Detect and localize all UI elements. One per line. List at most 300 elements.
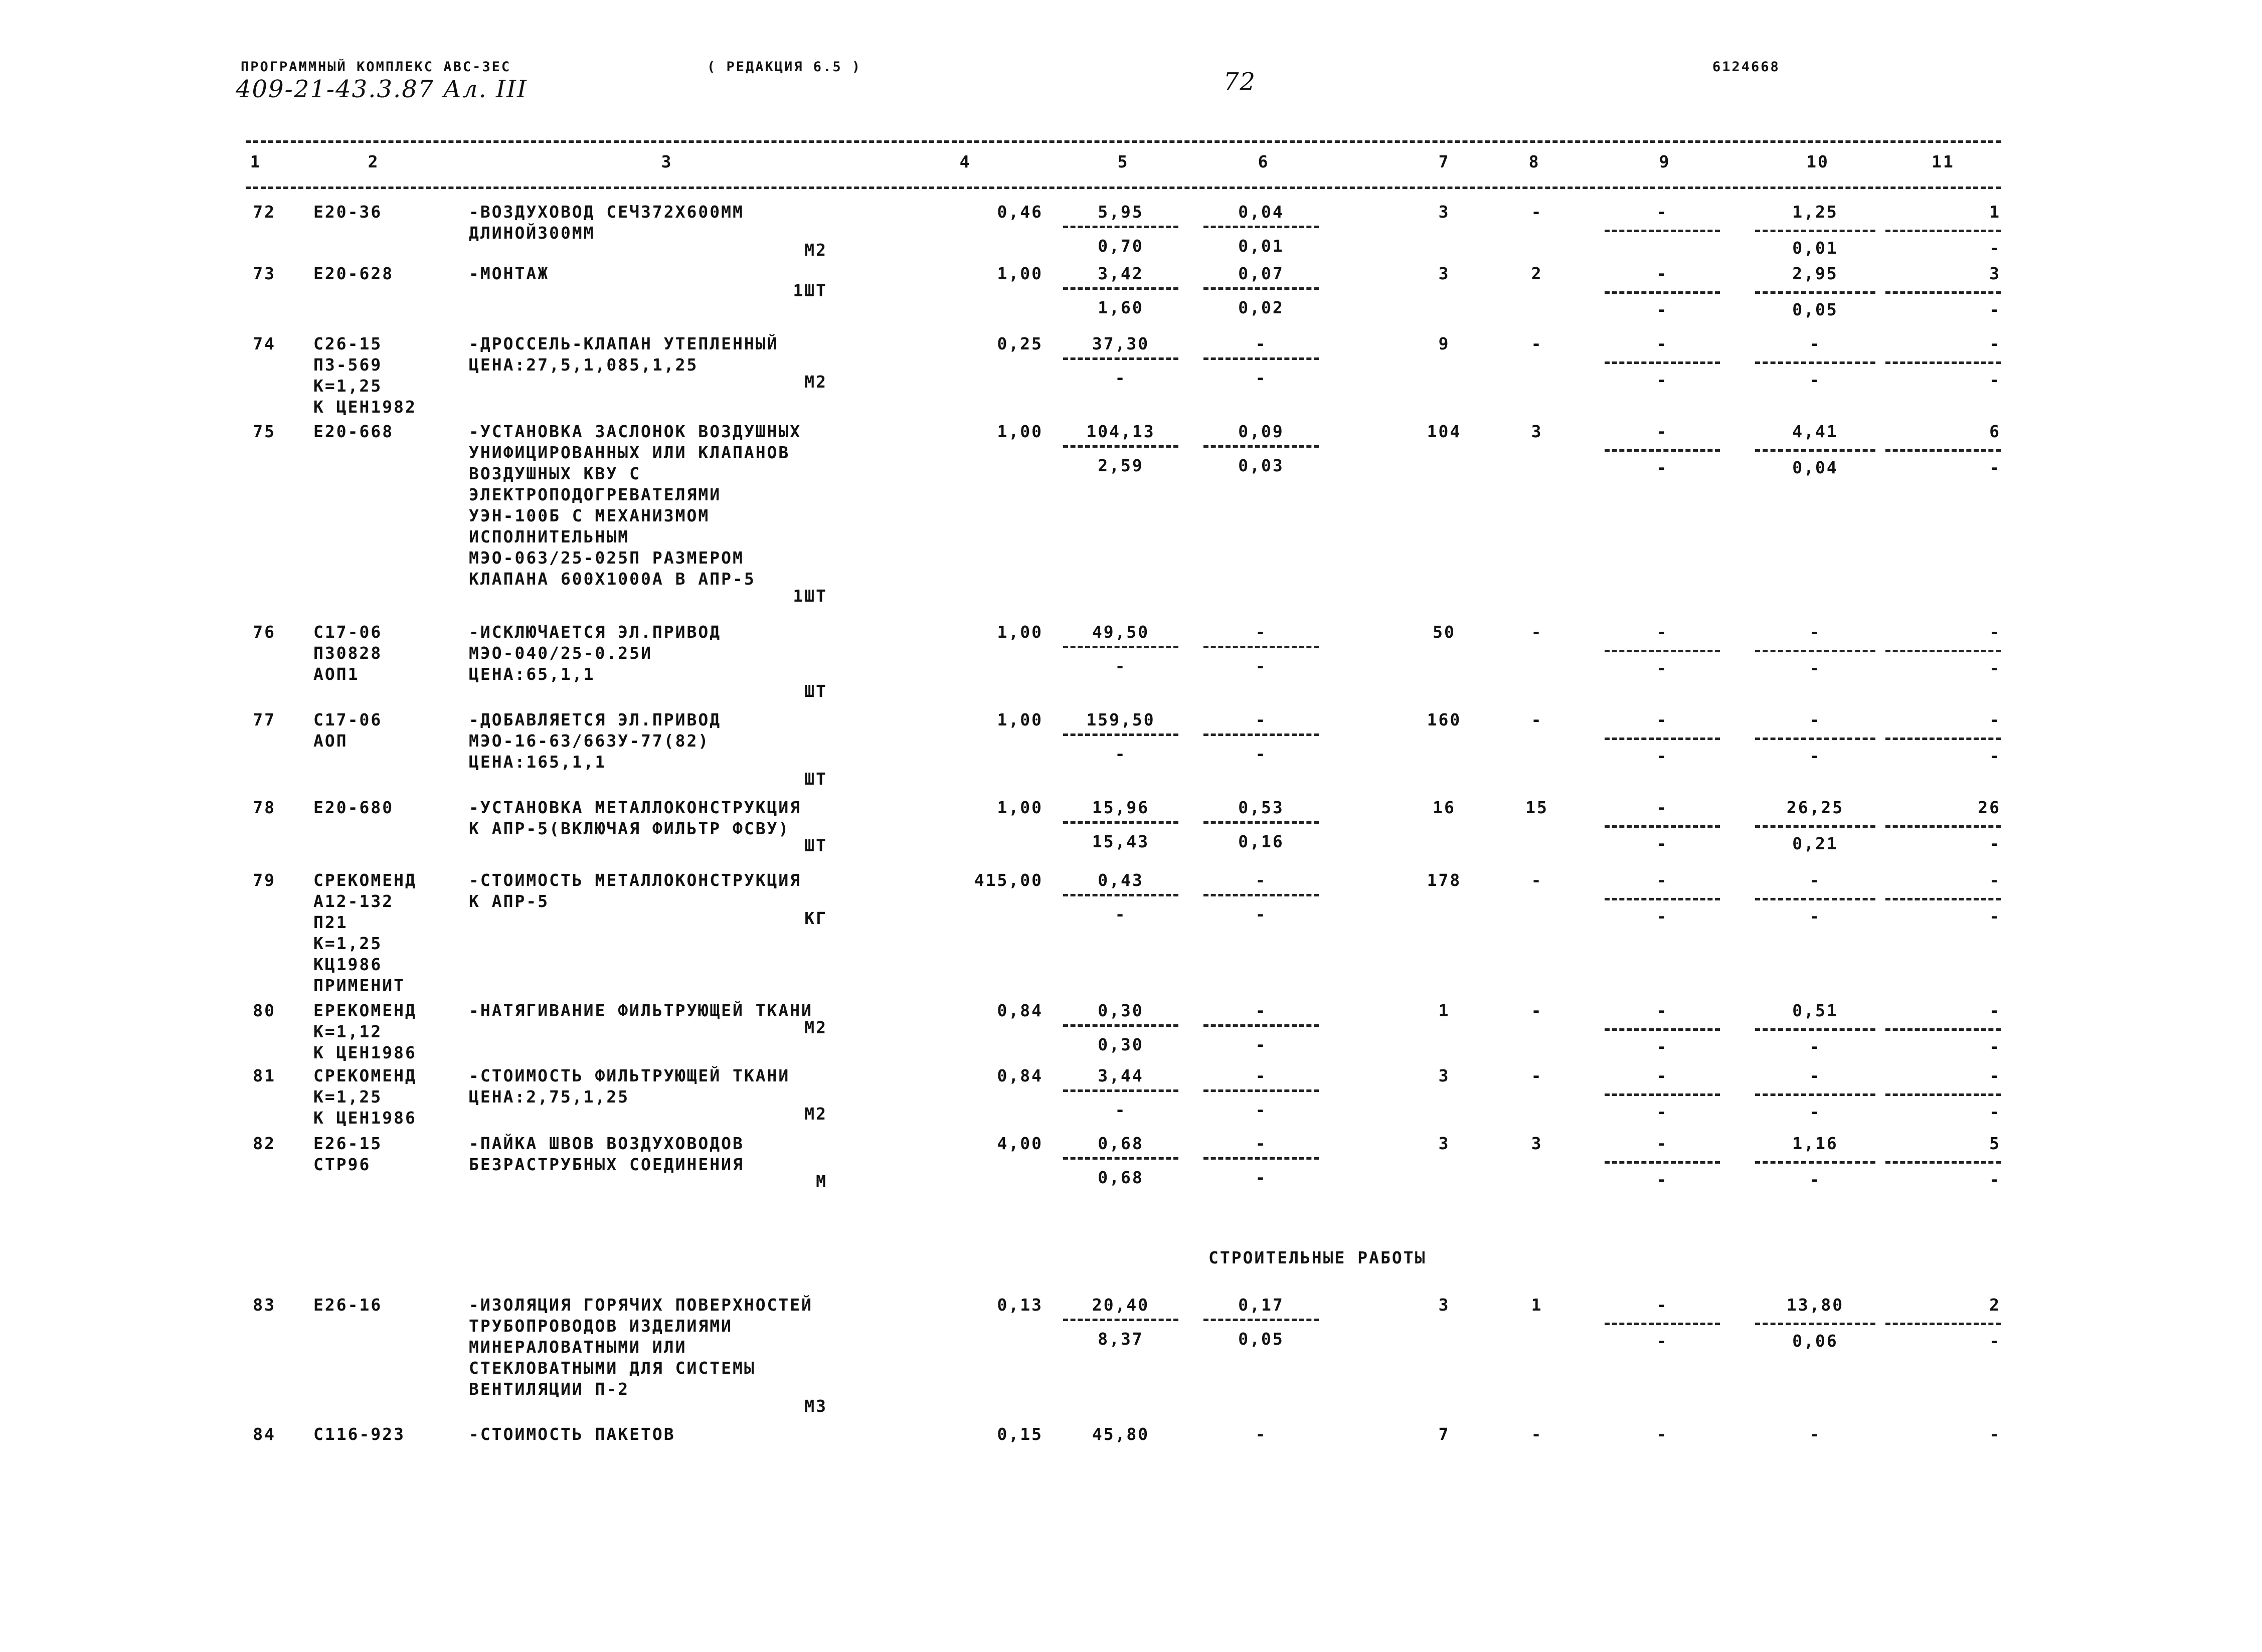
cell-col11-lower: - <box>1989 1037 2001 1056</box>
row-unit: ШТ <box>804 769 827 789</box>
cell-col9: - <box>1656 334 1668 353</box>
cell-col10-lower: 0,04 <box>1792 458 1838 477</box>
row-quantity: 0,84 <box>997 1001 1043 1020</box>
cell-col9-lower: - <box>1656 1102 1668 1122</box>
cell-divider <box>1203 646 1319 648</box>
row-unit: М2 <box>804 1018 827 1037</box>
cell-col11: 26 <box>1978 798 2001 817</box>
cell-divider <box>1885 361 2001 364</box>
cell-col7: 178 <box>1427 870 1462 890</box>
cell-divider <box>1885 650 2001 652</box>
cell-divider <box>1203 1089 1319 1092</box>
row-number: 83 <box>253 1295 276 1315</box>
cell-divider <box>1203 1024 1319 1027</box>
cell-col11: 3 <box>1989 264 2001 283</box>
cell-col7: 3 <box>1438 1134 1450 1153</box>
cell-col5-lower: 2,59 <box>1098 456 1144 475</box>
cell-col7: 50 <box>1433 622 1456 642</box>
cell-col10: 1,16 <box>1792 1134 1838 1153</box>
cell-col8: 3 <box>1531 422 1543 441</box>
cell-divider <box>1203 733 1319 736</box>
row-quantity: 0,15 <box>997 1424 1043 1444</box>
cell-divider <box>1755 650 1875 652</box>
cell-col10: 26,25 <box>1786 798 1844 817</box>
row-description: -СТОИМОСТЬ МЕТАЛЛОКОНСТРУКЦИЯ <box>469 870 802 890</box>
cell-divider <box>1063 733 1178 736</box>
cell-col10-lower: 0,05 <box>1792 300 1838 319</box>
cell-divider <box>1885 825 2001 828</box>
cell-col10-lower: - <box>1809 746 1821 766</box>
cell-col11: - <box>1989 334 2001 353</box>
cell-divider <box>1885 1028 2001 1031</box>
cell-col6-lower: - <box>1255 656 1267 676</box>
cell-col6-lower: - <box>1255 904 1267 924</box>
cell-col5-lower: 0,70 <box>1098 236 1144 256</box>
row-unit: КГ <box>804 908 827 928</box>
cell-col8: - <box>1531 1001 1543 1020</box>
cell-divider <box>1755 1093 1875 1096</box>
row-code: Е26-15 <box>313 1134 383 1153</box>
cell-col8: - <box>1531 1424 1543 1444</box>
cell-divider <box>1885 1323 2001 1325</box>
row-code: СРЕКОМЕНД <box>313 870 417 890</box>
cell-col10-lower: - <box>1809 906 1821 926</box>
row-quantity: 0,25 <box>997 334 1043 353</box>
cell-col6: 0,17 <box>1238 1295 1284 1315</box>
cell-col10-lower: 0,01 <box>1792 238 1838 258</box>
row-description: ДЛИНОЙ300ММ <box>469 223 595 243</box>
cell-col6: 0,09 <box>1238 422 1284 441</box>
cell-col11: - <box>1989 622 2001 642</box>
row-quantity: 0,46 <box>997 202 1043 222</box>
cell-col6-lower: 0,01 <box>1238 236 1284 256</box>
row-code: Е20-36 <box>313 202 383 222</box>
cell-col9-lower: - <box>1656 1170 1668 1189</box>
cell-col10-lower: - <box>1809 1037 1821 1056</box>
cell-divider <box>1063 1157 1178 1160</box>
row-unit: М <box>816 1172 827 1191</box>
handwritten-code: 409-21-43.3.87 Ал. III <box>236 75 528 103</box>
cell-col6: - <box>1255 870 1267 890</box>
row-unit: М3 <box>804 1396 827 1416</box>
cell-col5-lower: 0,30 <box>1098 1035 1144 1054</box>
row-description: БЕЗРАСТРУБНЫХ СОЕДИНЕНИЯ <box>469 1155 744 1174</box>
row-code: Е20-680 <box>313 798 394 817</box>
cell-col5: 159,50 <box>1086 710 1155 729</box>
cell-col9: - <box>1656 710 1668 729</box>
cell-col6-lower: - <box>1255 1035 1267 1054</box>
cell-col11-lower: - <box>1989 906 2001 926</box>
column-number-2: 2 <box>368 152 380 171</box>
row-number: 72 <box>253 202 276 222</box>
cell-divider <box>1885 738 2001 740</box>
cell-divider <box>1755 898 1875 900</box>
row-unit: М2 <box>804 372 827 392</box>
row-code: К ЦЕН1982 <box>313 397 417 417</box>
cell-col5-lower: - <box>1115 1100 1127 1120</box>
row-description: ИСПОЛНИТЕЛЬНЫМ <box>469 527 630 546</box>
row-description: СТЕКЛОВАТНЫМИ ДЛЯ СИСТЕМЫ <box>469 1358 756 1378</box>
row-quantity: 1,00 <box>997 264 1043 283</box>
row-description: -ИСКЛЮЧАЕТСЯ ЭЛ.ПРИВОД <box>469 622 722 642</box>
row-description: ЦЕНА:65,1,1 <box>469 664 595 684</box>
cell-col6-lower: 0,02 <box>1238 298 1284 317</box>
cell-divider <box>1605 1028 1720 1031</box>
row-code: С17-06 <box>313 710 383 729</box>
cell-col11-lower: - <box>1989 1331 2001 1351</box>
header-rule-bottom <box>246 187 2001 189</box>
row-number: 79 <box>253 870 276 890</box>
cell-col5-lower: 1,60 <box>1098 298 1144 317</box>
cell-col11-lower: - <box>1989 300 2001 319</box>
cell-col10: 1,25 <box>1792 202 1838 222</box>
row-number: 75 <box>253 422 276 441</box>
row-quantity: 0,84 <box>997 1066 1043 1085</box>
cell-divider <box>1203 1157 1319 1160</box>
row-description: ЦЕНА:27,5,1,085,1,25 <box>469 355 699 375</box>
cell-divider <box>1605 1161 1720 1164</box>
edition-label: ( РЕДАКЦИЯ 6.5 ) <box>707 59 862 75</box>
row-number: 80 <box>253 1001 276 1020</box>
cell-col6: - <box>1255 710 1267 729</box>
row-description: -УСТАНОВКА ЗАСЛОНОК ВОЗДУШНЫХ <box>469 422 802 441</box>
cell-col6: - <box>1255 622 1267 642</box>
cell-col9: - <box>1656 422 1668 441</box>
cell-col8: 1 <box>1531 1295 1543 1315</box>
cell-col7: 9 <box>1438 334 1450 353</box>
cell-col10: - <box>1809 1066 1821 1085</box>
cell-divider <box>1885 1161 2001 1164</box>
cell-col5: 0,30 <box>1098 1001 1144 1020</box>
row-code: ПРИМЕНИТ <box>313 976 405 995</box>
cell-divider <box>1755 361 1875 364</box>
row-description: -ВОЗДУХОВОД СЕЧ372Х600ММ <box>469 202 744 222</box>
row-unit: ШТ <box>804 681 827 701</box>
cell-divider <box>1605 898 1720 900</box>
cell-col5: 49,50 <box>1092 622 1150 642</box>
cell-col6: 0,53 <box>1238 798 1284 817</box>
cell-col8: 2 <box>1531 264 1543 283</box>
row-code: С116-923 <box>313 1424 405 1444</box>
cell-col9-lower: - <box>1656 834 1668 853</box>
cell-divider <box>1605 825 1720 828</box>
cell-col8: - <box>1531 622 1543 642</box>
row-number: 81 <box>253 1066 276 1085</box>
column-number-8: 8 <box>1528 152 1540 171</box>
cell-divider <box>1605 738 1720 740</box>
cell-col11-lower: - <box>1989 834 2001 853</box>
cell-col8: 3 <box>1531 1134 1543 1153</box>
cell-divider <box>1885 291 2001 294</box>
cell-col10-lower: - <box>1809 1170 1821 1189</box>
row-description: КЛАПАНА 600Х1000А В АПР-5 <box>469 569 756 589</box>
row-quantity: 1,00 <box>997 622 1043 642</box>
cell-col9-lower: - <box>1656 458 1668 477</box>
cell-divider <box>1063 1089 1178 1092</box>
cell-divider <box>1885 449 2001 452</box>
cell-col11: - <box>1989 1001 2001 1020</box>
row-description: УЭН-100Б С МЕХАНИЗМОМ <box>469 506 710 525</box>
cell-col6-lower: - <box>1255 744 1267 764</box>
cell-col10: - <box>1809 334 1821 353</box>
row-number: 76 <box>253 622 276 642</box>
row-description: -ПАЙКА ШВОВ ВОЗДУХОВОДОВ <box>469 1134 744 1153</box>
row-code: С26-15 <box>313 334 383 353</box>
cell-col10: 4,41 <box>1792 422 1838 441</box>
cell-col9-lower: - <box>1656 658 1668 678</box>
cell-col9: - <box>1656 202 1668 222</box>
cell-col6: - <box>1255 334 1267 353</box>
cell-col6-lower: 0,16 <box>1238 832 1284 851</box>
cell-divider <box>1605 1323 1720 1325</box>
row-description: МЭО-040/25-0.25И <box>469 643 652 663</box>
cell-col11: - <box>1989 1066 2001 1085</box>
cell-col5: 45,80 <box>1092 1424 1150 1444</box>
row-code: К=1,25 <box>313 1087 383 1107</box>
row-description: ЭЛЕКТРОПОДОГРЕВАТЕЛЯМИ <box>469 485 722 504</box>
cell-col5: 20,40 <box>1092 1295 1150 1315</box>
column-number-11: 11 <box>1932 152 1955 171</box>
row-quantity: 1,00 <box>997 798 1043 817</box>
cell-col7: 16 <box>1433 798 1456 817</box>
cell-col10: - <box>1809 1424 1821 1444</box>
cell-col5: 0,43 <box>1098 870 1144 890</box>
cell-divider <box>1755 449 1875 452</box>
cell-col7: 3 <box>1438 1066 1450 1085</box>
cell-divider <box>1063 287 1178 290</box>
cell-col11-lower: - <box>1989 458 2001 477</box>
row-unit: М2 <box>804 240 827 260</box>
row-description: К АПР-5 <box>469 891 550 911</box>
cell-col9-lower: - <box>1656 1331 1668 1351</box>
cell-col11-lower: - <box>1989 658 2001 678</box>
cell-col5-lower: - <box>1115 744 1127 764</box>
cell-col6: 0,07 <box>1238 264 1284 283</box>
cell-divider <box>1063 1319 1178 1321</box>
cell-divider <box>1755 825 1875 828</box>
cell-col8: - <box>1531 334 1543 353</box>
cell-col6-lower: 0,03 <box>1238 456 1284 475</box>
cell-col11-lower: - <box>1989 1170 2001 1189</box>
cell-divider <box>1063 226 1178 228</box>
cell-col10: 0,51 <box>1792 1001 1838 1020</box>
row-code: К=1,25 <box>313 934 383 953</box>
cell-col6: - <box>1255 1424 1267 1444</box>
cell-col5: 37,30 <box>1092 334 1150 353</box>
cell-col5: 3,42 <box>1098 264 1144 283</box>
cell-col7: 7 <box>1438 1424 1450 1444</box>
cell-divider <box>1755 230 1875 232</box>
cell-col9-lower: - <box>1656 1037 1668 1056</box>
cell-col5-lower: - <box>1115 904 1127 924</box>
section-title: СТРОИТЕЛЬНЫЕ РАБОТЫ <box>1208 1248 1427 1267</box>
cell-col8: - <box>1531 202 1543 222</box>
cell-col9: - <box>1656 1001 1668 1020</box>
row-code: П21 <box>313 912 348 932</box>
row-code: С17-06 <box>313 622 383 642</box>
row-number: 78 <box>253 798 276 817</box>
cell-col7: 104 <box>1427 422 1462 441</box>
row-description: ВОЗДУШНЫХ КВУ С <box>469 464 641 483</box>
cell-col10-lower: 0,06 <box>1792 1331 1838 1351</box>
row-number: 84 <box>253 1424 276 1444</box>
cell-col6-lower: - <box>1255 1100 1267 1120</box>
cell-divider <box>1203 1319 1319 1321</box>
cell-col5: 3,44 <box>1098 1066 1144 1085</box>
row-description: -СТОИМОСТЬ ФИЛЬТРУЮЩЕЙ ТКАНИ <box>469 1066 790 1085</box>
cell-col7: 160 <box>1427 710 1462 729</box>
cell-divider <box>1755 738 1875 740</box>
row-code: АОП <box>313 731 348 751</box>
row-description: -НАТЯГИВАНИЕ ФИЛЬТРУЮЩЕЙ ТКАНИ <box>469 1001 813 1020</box>
cell-col11-lower: - <box>1989 238 2001 258</box>
cell-col11: - <box>1989 710 2001 729</box>
cell-divider <box>1063 646 1178 648</box>
cell-divider <box>1755 1028 1875 1031</box>
cell-col10: - <box>1809 870 1821 890</box>
row-code: ПЗ-569 <box>313 355 383 375</box>
cell-col5-lower: - <box>1115 656 1127 676</box>
cell-divider <box>1885 898 2001 900</box>
row-description: ЦЕНА:165,1,1 <box>469 752 607 772</box>
cell-divider <box>1605 230 1720 232</box>
cell-divider <box>1755 1323 1875 1325</box>
row-unit: М2 <box>804 1104 827 1124</box>
cell-col5: 0,68 <box>1098 1134 1144 1153</box>
row-number: 73 <box>253 264 276 283</box>
cell-col5-lower: 15,43 <box>1092 832 1150 851</box>
cell-col7: 3 <box>1438 202 1450 222</box>
cell-col10-lower: 0,21 <box>1792 834 1838 853</box>
row-number: 82 <box>253 1134 276 1153</box>
cell-col6: 0,04 <box>1238 202 1284 222</box>
cell-divider <box>1605 650 1720 652</box>
cell-col11: - <box>1989 1424 2001 1444</box>
row-description: ТРУБОПРОВОДОВ ИЗДЕЛИЯМИ <box>469 1316 733 1336</box>
row-code: ЕРЕКОМЕНД <box>313 1001 417 1020</box>
row-code: АОП1 <box>313 664 360 684</box>
cell-divider <box>1203 357 1319 360</box>
cell-col9: - <box>1656 1066 1668 1085</box>
cell-col6-lower: 0,05 <box>1238 1329 1284 1349</box>
cell-col10: - <box>1809 622 1821 642</box>
cell-col9: - <box>1656 798 1668 817</box>
cell-col7: 3 <box>1438 1295 1450 1315</box>
row-code: К ЦЕН1986 <box>313 1043 417 1062</box>
cell-divider <box>1203 287 1319 290</box>
row-unit: 1ШТ <box>793 586 827 606</box>
row-code: К ЦЕН1986 <box>313 1108 417 1128</box>
row-quantity: 4,00 <box>997 1134 1043 1153</box>
cell-col9: - <box>1656 622 1668 642</box>
row-description: МЭО-063/25-025П РАЗМЕРОМ <box>469 548 744 568</box>
row-description: МЭО-16-63/663У-77(82) <box>469 731 710 751</box>
row-description: -СТОИМОСТЬ ПАКЕТОВ <box>469 1424 675 1444</box>
cell-col7: 3 <box>1438 264 1450 283</box>
cell-col10: 13,80 <box>1786 1295 1844 1315</box>
cell-col6: - <box>1255 1001 1267 1020</box>
document-number: 6124668 <box>1712 59 1780 75</box>
column-number-10: 10 <box>1806 152 1829 171</box>
row-code: К=1,12 <box>313 1022 383 1041</box>
cell-divider <box>1605 449 1720 452</box>
cell-divider <box>1063 445 1178 448</box>
cell-col10-lower: - <box>1809 658 1821 678</box>
cell-col9: - <box>1656 1295 1668 1315</box>
cell-divider <box>1605 361 1720 364</box>
column-number-5: 5 <box>1117 152 1129 171</box>
cell-col9: - <box>1656 264 1668 283</box>
cell-col5: 15,96 <box>1092 798 1150 817</box>
cell-col6: - <box>1255 1134 1267 1153</box>
cell-divider <box>1885 230 2001 232</box>
row-number: 74 <box>253 334 276 353</box>
cell-col5-lower: 0,68 <box>1098 1168 1144 1187</box>
row-code: А12-132 <box>313 891 394 911</box>
row-description: -ДРОССЕЛЬ-КЛАПАН УТЕПЛЕННЫЙ <box>469 334 779 353</box>
cell-col9-lower: - <box>1656 300 1668 319</box>
column-number-7: 7 <box>1438 152 1450 171</box>
program-title: ПРОГРАММНЫЙ КОМПЛЕКС АВС-ЗЕС <box>241 59 511 75</box>
row-code: Е20-628 <box>313 264 394 283</box>
row-description: -ДОБАВЛЯЕТСЯ ЭЛ.ПРИВОД <box>469 710 722 729</box>
cell-col8: - <box>1531 870 1543 890</box>
row-quantity: 1,00 <box>997 710 1043 729</box>
row-quantity: 0,13 <box>997 1295 1043 1315</box>
cell-col11: 6 <box>1989 422 2001 441</box>
row-unit: 1ШТ <box>793 281 827 300</box>
row-code: П30828 <box>313 643 383 663</box>
cell-col11: - <box>1989 870 2001 890</box>
row-quantity: 1,00 <box>997 422 1043 441</box>
row-description: -ИЗОЛЯЦИЯ ГОРЯЧИХ ПОВЕРХНОСТЕЙ <box>469 1295 813 1315</box>
column-number-1: 1 <box>250 152 262 171</box>
cell-col9: - <box>1656 1424 1668 1444</box>
cell-col8: 15 <box>1525 798 1548 817</box>
cell-col6-lower: - <box>1255 1168 1267 1187</box>
cell-col9: - <box>1656 1134 1668 1153</box>
cell-divider <box>1203 445 1319 448</box>
row-description: УНИФИЦИРОВАННЫХ ИЛИ КЛАПАНОВ <box>469 443 790 462</box>
cell-divider <box>1063 821 1178 824</box>
row-description: К АПР-5(ВКЛЮЧАЯ ФИЛЬТР ФСВУ) <box>469 819 790 838</box>
cell-col10: - <box>1809 710 1821 729</box>
cell-col9-lower: - <box>1656 746 1668 766</box>
cell-divider <box>1755 1161 1875 1164</box>
cell-divider <box>1203 821 1319 824</box>
row-code: СТР96 <box>313 1155 371 1174</box>
cell-col10-lower: - <box>1809 1102 1821 1122</box>
cell-divider <box>1755 291 1875 294</box>
cell-divider <box>1063 894 1178 896</box>
cell-col6: - <box>1255 1066 1267 1085</box>
cell-col11: 2 <box>1989 1295 2001 1315</box>
cell-col11: 1 <box>1989 202 2001 222</box>
cell-divider <box>1885 1093 2001 1096</box>
cell-col5-lower: - <box>1115 368 1127 388</box>
row-code: СРЕКОМЕНД <box>313 1066 417 1085</box>
row-number: 77 <box>253 710 276 729</box>
header-rule-top <box>246 140 2001 143</box>
row-description: -УСТАНОВКА МЕТАЛЛОКОНСТРУКЦИЯ <box>469 798 802 817</box>
cell-col8: - <box>1531 1066 1543 1085</box>
cell-col5-lower: 8,37 <box>1098 1329 1144 1349</box>
row-code: Е20-668 <box>313 422 394 441</box>
row-code: Е26-16 <box>313 1295 383 1315</box>
cell-col5: 104,13 <box>1086 422 1155 441</box>
cell-divider <box>1605 1093 1720 1096</box>
cell-col9: - <box>1656 870 1668 890</box>
